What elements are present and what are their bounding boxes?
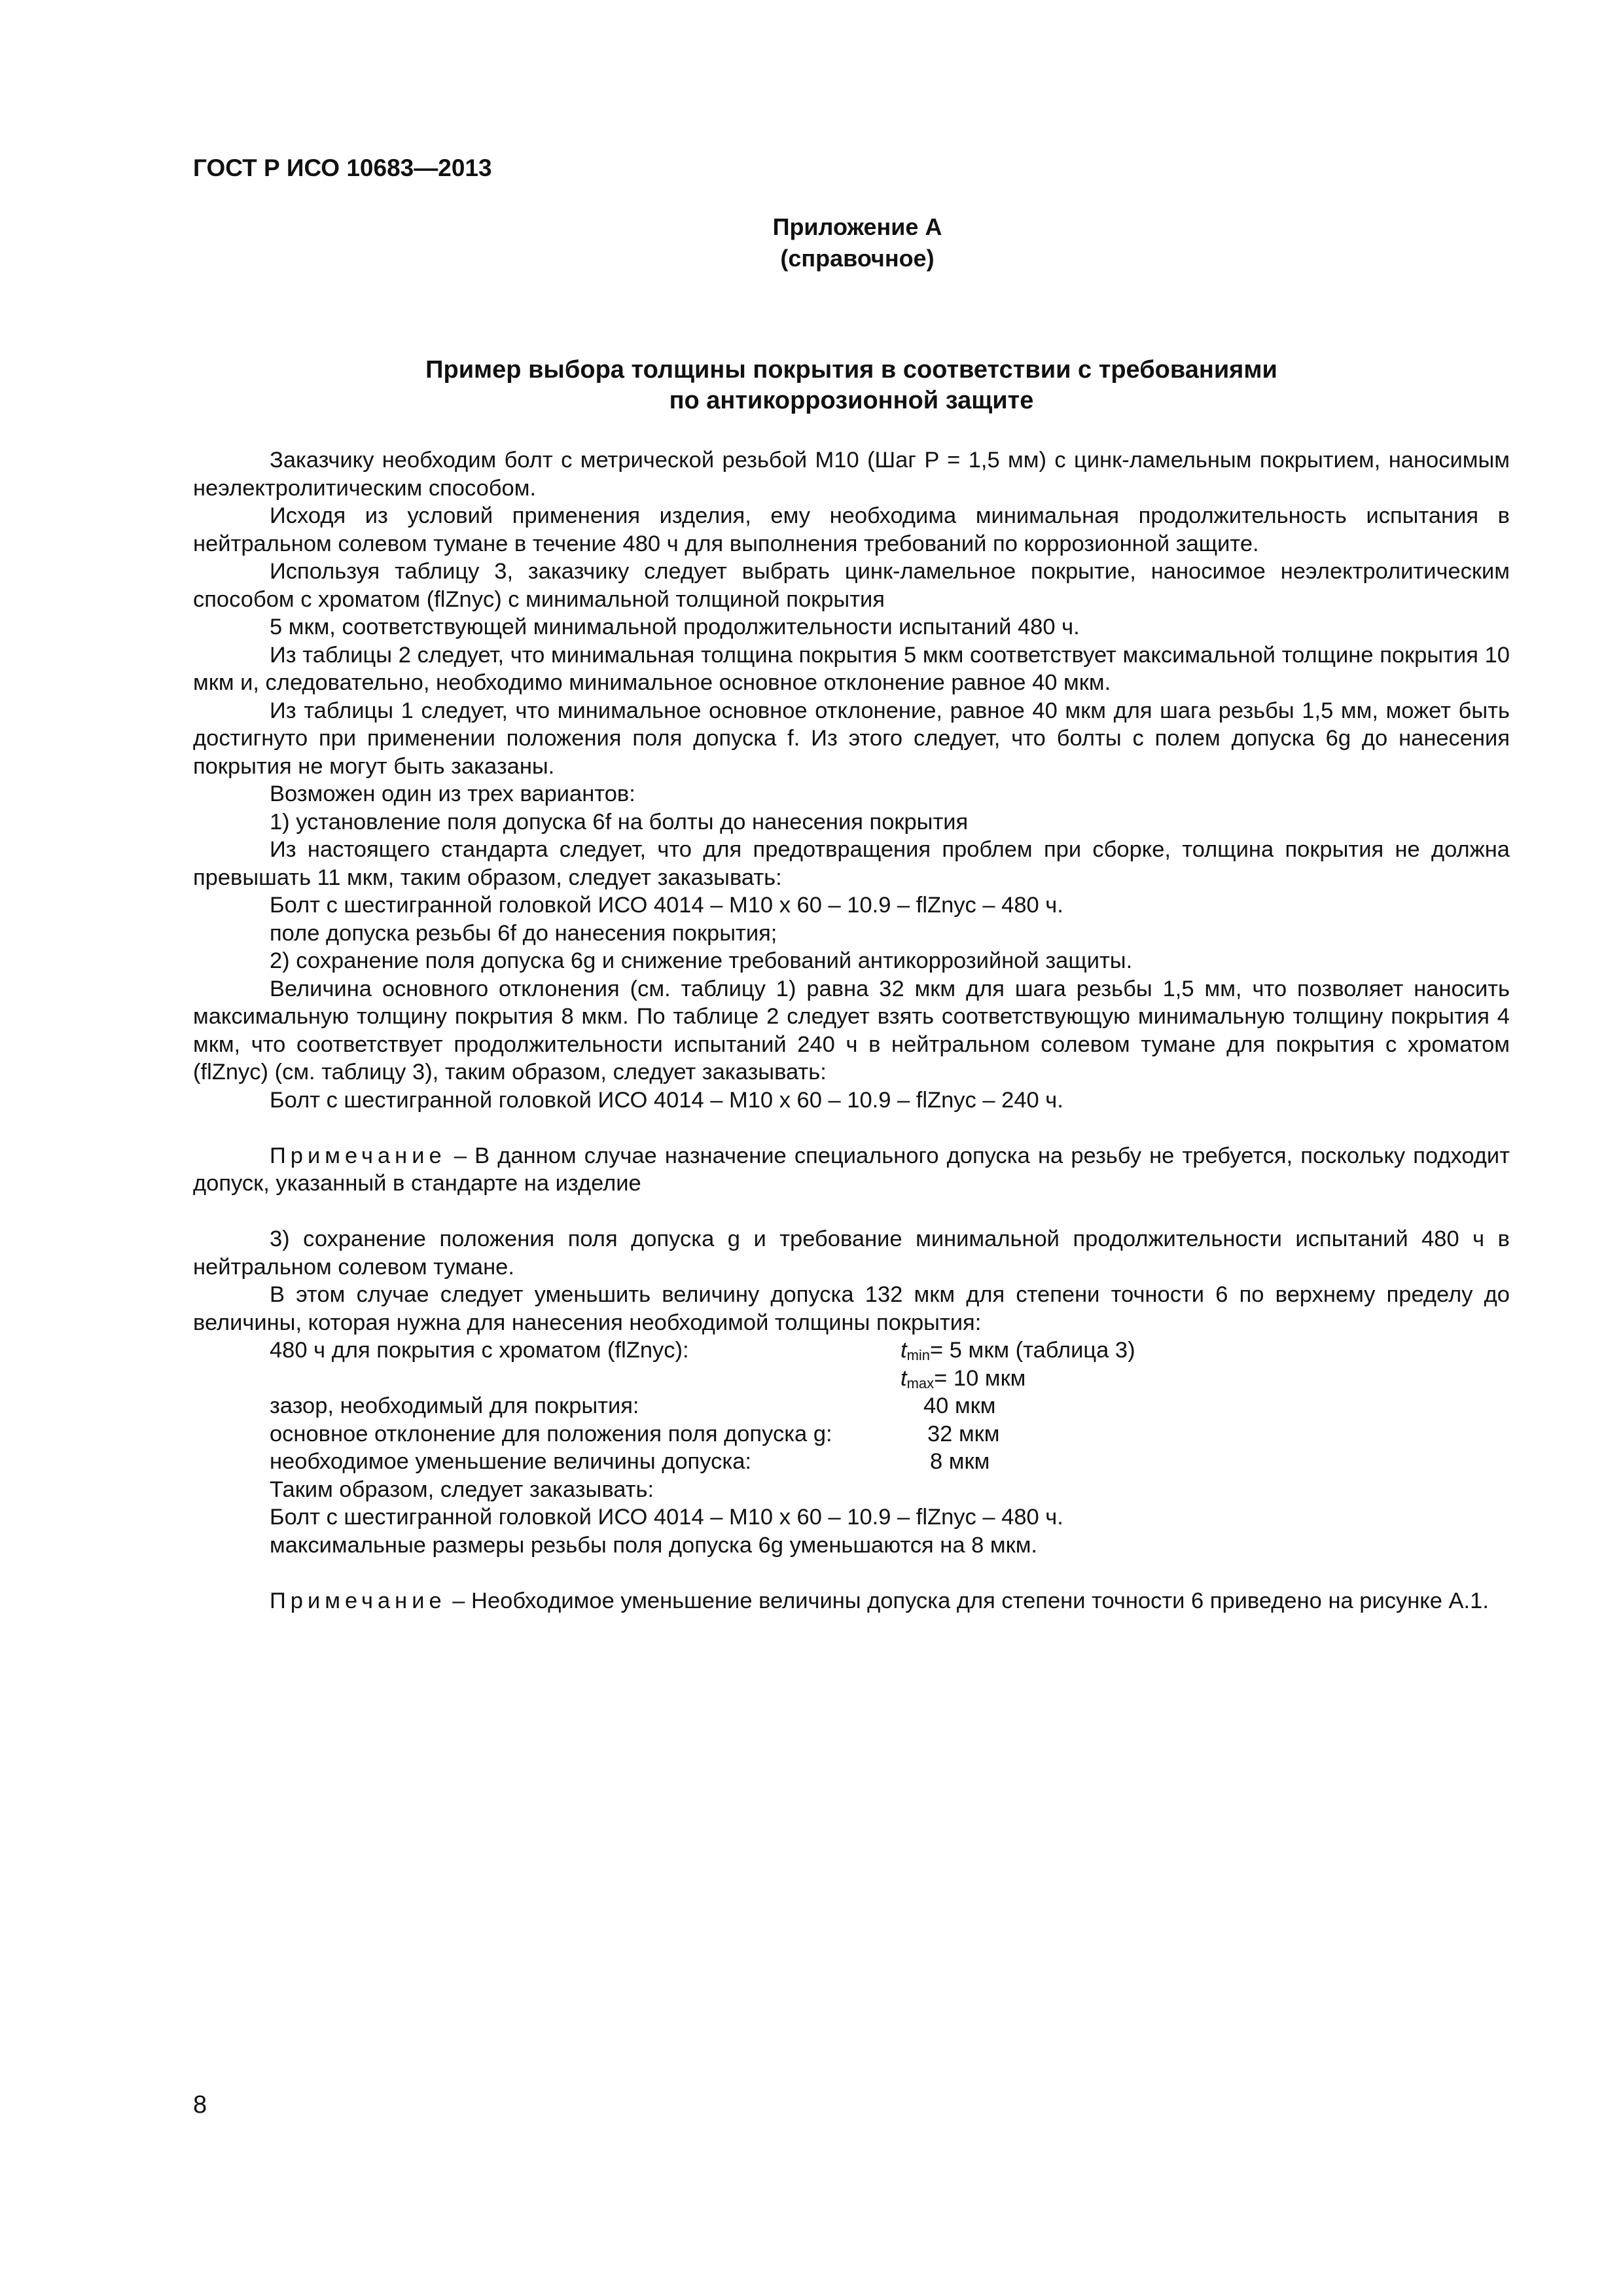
calc-value: $t_{min}= 5$ мкм (таблица 3) [901, 1338, 1135, 1363]
order-designation: Болт с шестигранной головкой ИСО 4014 – М10 x 60 – 10.9 – flZnyc – 480 ч. [270, 1505, 1063, 1530]
calc-label: необходимое уменьшение величины допуска: [270, 1449, 751, 1474]
paragraph: Величина основного отклонения (см. таблицу 1) равна 32 мкм для шага резьбы 1,5 мм, что позволяет наносить максимальную толщину покрытия 8 мкм. По таблице 2 следует взять соответствующую минимальную толщину покрытия 4 мкм, что соответствует продолжительности испытаний 240 ч в нейтральном солевом тумане для покрытия с хроматом (flZnyc) (см. таблицу 3), таким образом, следует заказывать: [193, 976, 1510, 1085]
note-text: – Необходимое уменьшение величины допуска для степени точности 6 приведено на рисунке А.1. [446, 1588, 1489, 1613]
paragraph: Из настоящего стандарта следует, что для предотвращения проблем при сборке, толщина покрытия не должна превышать 11 мкм, таким образом, следует заказывать: [193, 837, 1510, 890]
calc-label: основное отклонение для положения поля допуска g: [270, 1421, 832, 1446]
paragraph: Заказчику необходим болт с метрической резьбой М10 (Шаг P = 1,5 мм) с цинк-ламельным покрытием, наносимым неэлектролитическим способом. [193, 448, 1510, 501]
note-label: Примечание [270, 1143, 446, 1168]
calc-label: 480 ч для покрытия с хроматом (flZnyc): [270, 1338, 689, 1363]
paragraph: 5 мкм, соответствующей минимальной продолжительности испытаний 480 ч. [270, 615, 1080, 639]
calc-row [193, 1392, 1510, 1420]
page-number: 8 [193, 2091, 207, 2119]
calc-value: 8 мкм [930, 1449, 990, 1474]
paragraph: максимальные размеры резьбы поля допуска 6g уменьшаются на 8 мкм. [270, 1532, 1037, 1558]
paragraph: В этом случае следует уменьшить величину допуска 132 мкм для степени точности 6 по верхнему пределу до величины, которая нужна для нанесения необходимой толщины покрытия: [193, 1282, 1510, 1335]
section-title [193, 355, 1510, 416]
document-header: ГОСТ Р ИСО 10683—2013 [193, 154, 492, 181]
paragraph: Из таблицы 2 следует, что минимальная толщина покрытия 5 мкм соответствует максимальной толщине покрытия 10 мкм и, следовательно, необходимо минимальное основное отклонение равное 40 мкм. [193, 642, 1510, 695]
calc-label: зазор, необходимый для покрытия: [270, 1393, 639, 1418]
section-title-line-2: по антикоррозионной защите [669, 387, 1034, 414]
order-designation: Болт с шестигранной головкой ИСО 4014 – М10 x 60 – 10.9 – flZnyc – 480 ч. [270, 893, 1063, 918]
paragraph: поле допуска резьбы 6f до нанесения покрытия; [270, 920, 777, 946]
list-item-option-3: 3) сохранение положения поля допуска g и требование минимальной продолжительности испытаний 480 ч в нейтральном солевом тумане. [193, 1227, 1510, 1280]
note-1 [193, 1142, 1510, 1198]
section-title-line-1: Пример выбора толщины покрытия в соответствии с требованиями [425, 356, 1277, 384]
note-2 [193, 1587, 1510, 1615]
paragraph: Из таблицы 1 следует, что минимальное основное отклонение, равное 40 мкм для шага резьбы 1,5 мм, может быть достигнуто при применении положения поля допуска f. Из этого следует, что болты с полем допуска 6g до нанесения покрытия не могут быть заказаны. [193, 698, 1510, 779]
paragraph: Таким образом, следует заказывать: [270, 1477, 654, 1502]
calc-row [193, 1365, 1510, 1393]
document-body [193, 446, 1510, 1615]
paragraph: Возможен один из трех вариантов: [270, 781, 635, 806]
calc-row [193, 1448, 1510, 1476]
order-designation: Болт с шестигранной головкой ИСО 4014 – М10 x 60 – 10.9 – flZnyc – 240 ч. [270, 1087, 1063, 1113]
note-text: – В данном случае назначение специального допуска на резьбу не требуется, поскольку подходит допуск, указанный в стандарте на изделие [193, 1143, 1510, 1196]
paragraph: Исходя из условий применения изделия, ему необходима минимальная продолжительность испытания в нейтральном солевом тумане в течение 480 ч для выполнения требований по коррозионной защите. [193, 503, 1510, 556]
calc-value: $t_{max}= 10$ мкм [901, 1365, 1026, 1391]
calc-row [193, 1336, 1510, 1365]
list-item-option-2: 2) сохранение поля допуска 6g и снижение требований антикоррозийной защиты. [270, 948, 1133, 973]
calc-value: 32 мкм [927, 1421, 1000, 1446]
paragraph: Используя таблицу 3, заказчику следует выбрать цинк-ламельное покрытие, наносимое неэлектролитическим способом с хроматом (flZnyc) с минимальной толщиной покрытия [193, 559, 1510, 612]
appendix-type: (справочное) [780, 245, 935, 272]
appendix-label: Приложение А [772, 213, 942, 240]
calc-value: 40 мкм [923, 1393, 996, 1418]
list-item-option-1: 1) установление поля допуска 6f на болты до нанесения покрытия [270, 809, 969, 834]
calc-row [193, 1420, 1510, 1448]
note-label: Примечание [270, 1588, 446, 1613]
